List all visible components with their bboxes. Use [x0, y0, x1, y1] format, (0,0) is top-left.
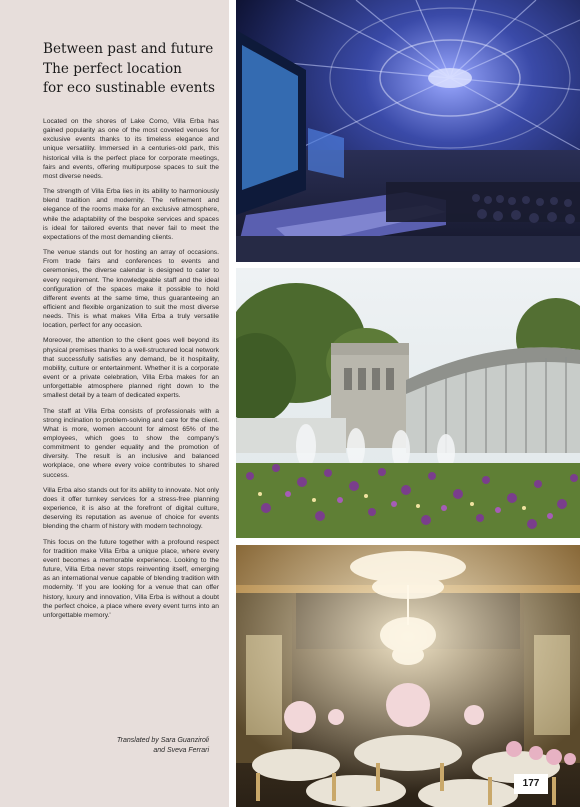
- paragraph-6: Villa Erba also stands out for its ability to innovate. Not only does it offer turnkey services for a stress-free planning experience, it is also at the forefront of digital culture, deserving its reputation as avenue of choice for events blending the charm of history with modern technology.: [43, 486, 219, 531]
- paragraph-1: Located on the shores of Lake Como, Villa Erba has gained popularity as one of the most coveted venues for exclusive events thanks to its timeless elegance and unique versatility. Immersed in a centuries-old park, this historical villa is the perfect place for corporate meetings, fairs and events, offering multipurpose spaces to suit the most diverse needs.: [43, 118, 219, 180]
- credit-line-1: Translated by Sara Guanziroli: [116, 737, 209, 744]
- title-line-2: The perfect location: [43, 60, 182, 77]
- credit-line-2: and Sveva Ferrari: [153, 747, 209, 754]
- text-column: [0, 0, 229, 807]
- translation-credit: [19, 736, 209, 756]
- auditorium-photo: [236, 0, 580, 262]
- paragraph-4: Moreover, the attention to the client goes well beyond its physical premises thanks to a well-structured local network that successfully satisfies any demand, be it hospitality, mobility, culture or entertainment. Whether it is a corporate event or a private celebration, Villa Erba makes for an unforgettable atmosphere planned right down to the smallest detail by a team of dedicated experts.: [43, 337, 219, 400]
- page-number: 177: [514, 774, 548, 794]
- article-body: [43, 117, 219, 626]
- paragraph-5: The staff at Villa Erba consists of professionals with a strong inclination to problem-solving and care for the client. What is more, women account for almost 65% of the employees, which goes to show the company's commitment to gender equality and the promotion of diversity. The result is an inclusive and balanced workplace, one where every voice contributes to shared success.: [43, 407, 219, 479]
- ballroom-photo: [236, 545, 580, 807]
- paragraph-2: The strength of Villa Erba lies in its ability to harmoniously blend tradition and modernity. The refinement and elegance of the rooms make for an exclusive atmosphere, while the adaptability of the bespoke services and spaces is ideal for tailored events that never fail to meet the expectations of the most demanding clients.: [43, 188, 219, 241]
- garden-pavilion-photo: [236, 268, 580, 538]
- title-line-1: Between past and future: [43, 41, 214, 57]
- paragraph-3: The venue stands out for hosting an array of occasions. From trade fairs and conferences to events and ceremonies, the diverse calendar is designed to cater to every requirement. The knowledgeable staff and the ideal configuration of the spaces make it possible to hold different events at the same time, thus guaranteeing an efficient and flexible organization to suit the most diverse needs. This is what makes Villa Erba a truly versatile location, perfect for any occasion.: [43, 249, 219, 330]
- title-line-3: for eco sustinable events: [43, 80, 215, 96]
- article-title: [43, 40, 225, 99]
- paragraph-7: This focus on the future together with a profound respect for tradition make Villa Erba a unique place, where every event becomes a memorable experience. Looking to the future, Villa Erba never stops reinventing itself, emerging as an international venue capable of blending tradition with modernity. 'If you are looking for a venue that can offer history, luxury and innovation, Villa Erba is without a doubt the perfect choice, a place where every event turns into an unforgettable memory.': [43, 538, 219, 619]
